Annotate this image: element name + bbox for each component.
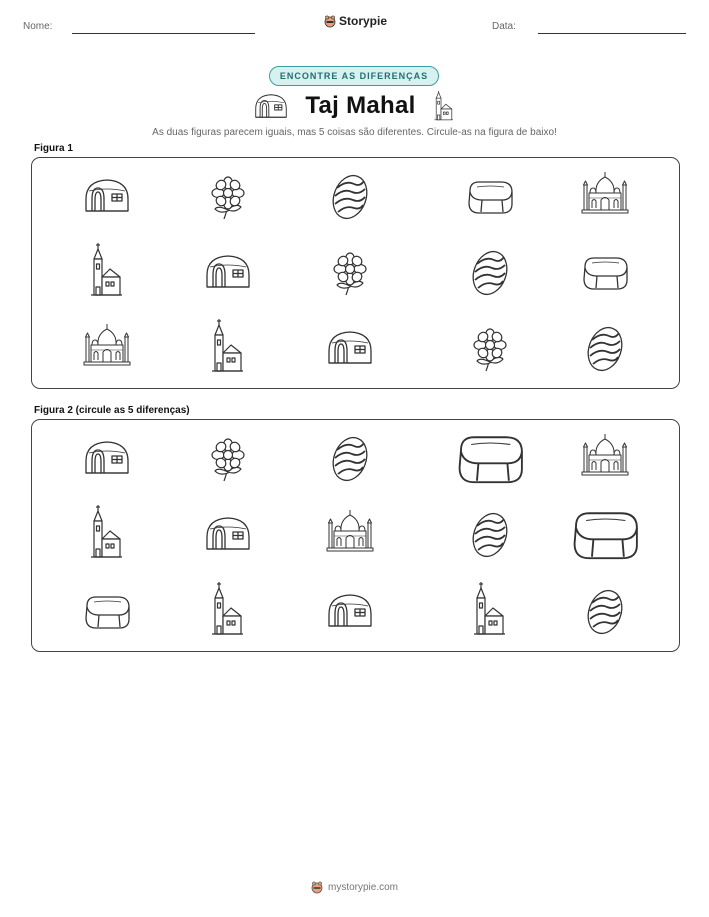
figure1-flower-icon: [212, 177, 244, 219]
figure2-church-icon: [91, 505, 122, 557]
figure2-taj-mahal-icon: [582, 434, 628, 475]
figure2-soap-icon: [86, 597, 129, 628]
figure2-stone-icon: [582, 586, 627, 638]
figure2-igloo-icon: [207, 518, 249, 549]
storypie-mascot-icon: [311, 881, 323, 894]
instructions: As duas figuras parecem iguais, mas 5 coisas são diferentes. Circule-as na figura de baixo!: [152, 127, 557, 138]
figure2-stone-icon: [327, 433, 372, 485]
figure1-stone-icon: [582, 323, 627, 375]
figure1-igloo-icon: [329, 332, 371, 363]
figure2-soap-icon: [460, 437, 522, 482]
figure1-igloo-icon: [207, 256, 249, 287]
figure2-flower-icon: [212, 439, 244, 481]
figure1-soap-icon: [584, 258, 627, 289]
figure1-flower-icon: [474, 329, 506, 371]
figure1-flower-icon: [334, 253, 366, 295]
figure2-igloo-icon: [329, 595, 371, 626]
figure1-church-icon: [91, 243, 122, 295]
figure2-label: Figura 2 (circule as 5 diferenças): [34, 405, 190, 416]
figure2-church-icon: [474, 582, 505, 634]
figure1-church-icon: [212, 319, 243, 371]
figure2-soap-icon: [575, 513, 637, 558]
figure1-taj-mahal-icon: [84, 324, 130, 365]
footer: [0, 881, 709, 894]
activity-badge: ENCONTRE AS DIFERENÇAS: [269, 66, 439, 86]
figure1-soap-icon: [469, 182, 512, 213]
figure1-label: Figura 1: [34, 143, 73, 154]
figure1-igloo-icon: [86, 180, 128, 211]
figure1-stone-icon: [327, 171, 372, 223]
figure2-church-icon: [212, 582, 243, 634]
figure1-taj-mahal-icon: [582, 172, 628, 213]
footer-url: mystorypie.com: [327, 882, 398, 893]
figure2-stone-icon: [467, 509, 512, 561]
date-label: Data:: [492, 21, 516, 32]
figure1-stone-icon: [467, 247, 512, 299]
name-label: Nome:: [23, 21, 53, 32]
page-title: Taj Mahal: [305, 92, 416, 119]
brand-name: Storypie: [339, 14, 388, 28]
figure2-taj-mahal-icon: [327, 510, 373, 551]
figure2-igloo-icon: [86, 442, 128, 473]
